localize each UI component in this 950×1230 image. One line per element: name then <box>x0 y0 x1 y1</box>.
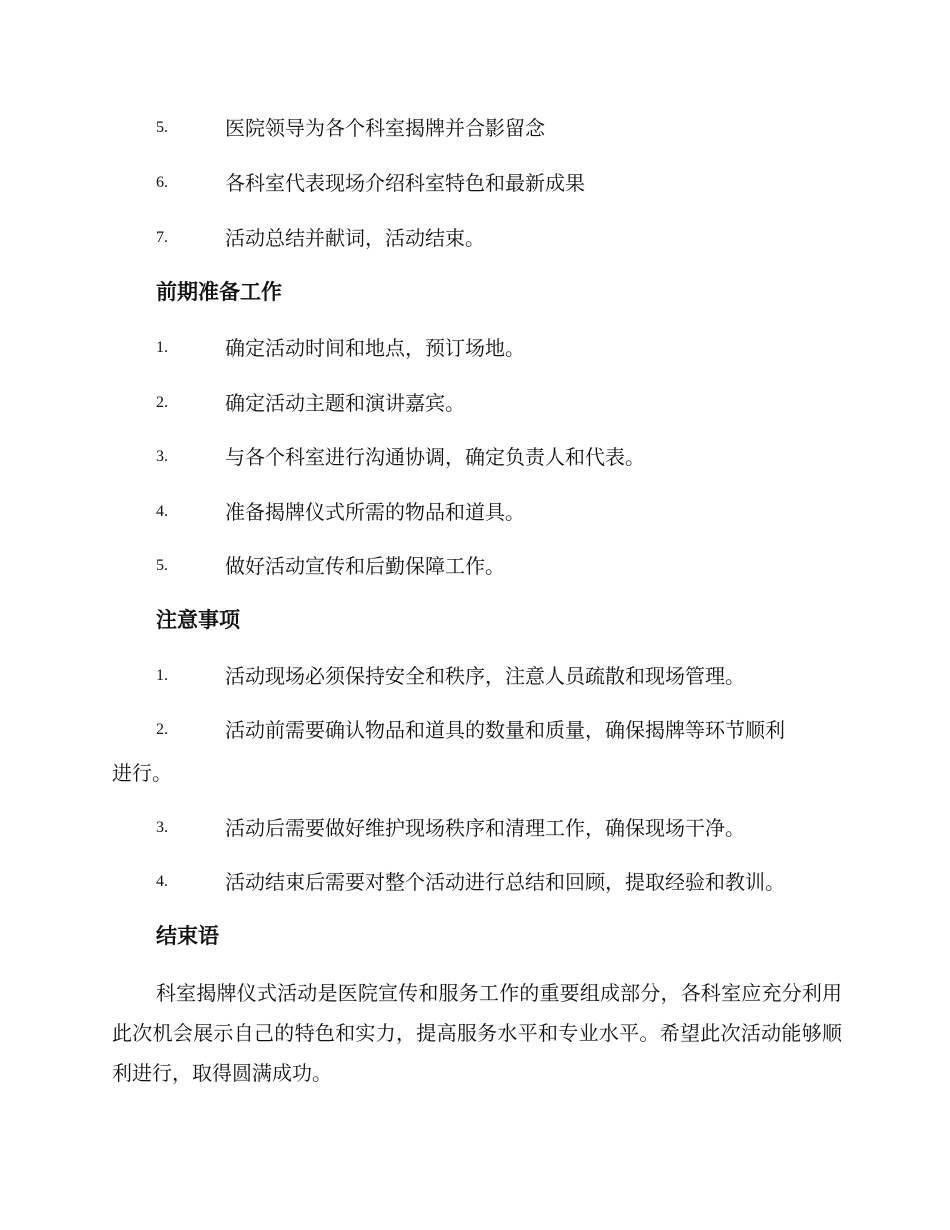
list-number: 5. <box>156 557 168 574</box>
list-number: 3. <box>156 819 168 836</box>
list-text: 确定活动时间和地点，预订场地。 <box>225 336 525 360</box>
list-item <box>0 808 950 848</box>
list-text: 确定活动主题和演讲嘉宾。 <box>225 391 465 415</box>
list-text: 活动总结并献词，活动结束。 <box>225 226 485 250</box>
list-text: 做好活动宣传和后勤保障工作。 <box>225 554 505 578</box>
section-heading-preparation: 前期准备工作 <box>156 280 282 304</box>
list-number: 2. <box>156 721 168 738</box>
list-text: 活动前需要确认物品和道具的数量和质量，确保揭牌等环节顺利 <box>225 718 785 742</box>
list-text: 活动后需要做好维护现场秩序和清理工作，确保现场干净。 <box>225 816 745 840</box>
list-number: 6. <box>156 174 168 191</box>
list-item <box>0 710 950 750</box>
list-text: 各科室代表现场介绍科室特色和最新成果 <box>225 171 585 195</box>
list-text: 准备揭牌仪式所需的物品和道具。 <box>225 500 525 524</box>
list-item <box>0 108 950 148</box>
list-text: 与各个科室进行沟通协调，确定负责人和代表。 <box>225 445 645 469</box>
list-number: 1. <box>156 339 168 356</box>
list-number: 5. <box>156 119 168 136</box>
list-text-continuation: 进行。 <box>112 761 172 785</box>
list-number: 7. <box>156 229 168 246</box>
list-number: 1. <box>156 667 168 684</box>
list-item <box>0 546 950 586</box>
list-number: 3. <box>156 448 168 465</box>
section-heading-notes: 注意事项 <box>156 608 240 632</box>
list-item <box>0 437 950 477</box>
list-item <box>0 328 950 368</box>
list-item <box>0 656 950 696</box>
list-text: 活动结束后需要对整个活动进行总结和回顾，提取经验和教训。 <box>225 870 785 894</box>
list-number: 4. <box>156 503 168 520</box>
section-heading-conclusion: 结束语 <box>156 924 219 948</box>
list-item <box>0 163 950 203</box>
list-number: 4. <box>156 873 168 890</box>
list-item <box>0 862 950 902</box>
list-number: 2. <box>156 394 168 411</box>
list-text: 医院领导为各个科室揭牌并合影留念 <box>225 116 545 140</box>
list-item <box>0 218 950 258</box>
list-item <box>0 383 950 423</box>
list-item <box>0 492 950 532</box>
conclusion-paragraph: 科室揭牌仪式活动是医院宣传和服务工作的重要组成部分，各科室应充分利用此次机会展示自己的特色和实力，提高服务水平和专业水平。希望此次活动能够顺利进行，取得圆满成功。 <box>112 981 842 1085</box>
list-text: 活动现场必须保持安全和秩序，注意人员疏散和现场管理。 <box>225 664 745 688</box>
